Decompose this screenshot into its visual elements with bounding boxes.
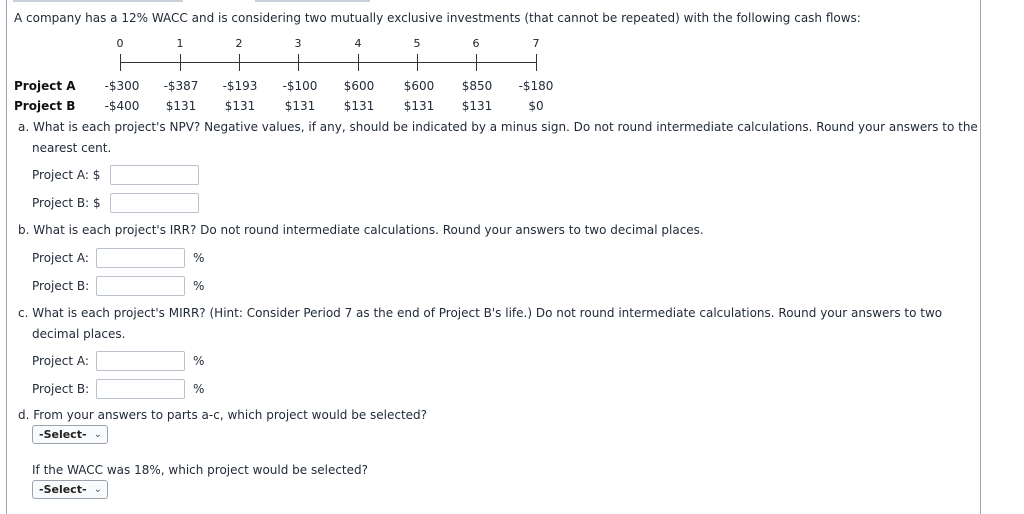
project-a-flow-0: -$300 (104, 79, 140, 93)
project-b-flow-0: -$400 (104, 99, 140, 113)
project-b-flow-5: $131 (403, 99, 435, 113)
period-6-tick (476, 54, 477, 71)
project-b-flow-2: $131 (224, 99, 256, 113)
project-a-flow-2: -$193 (222, 79, 258, 93)
npv-b-label: Project B: $ (32, 196, 101, 210)
npv-b-input[interactable] (110, 193, 199, 213)
period-1-label: 1 (176, 37, 184, 50)
irr-a-input[interactable] (96, 248, 185, 268)
npv-a-input[interactable] (110, 165, 199, 185)
question-c-text: c. What is each project's MIRR? (Hint: Consider Period 7 as the end of Project B's life.) Do not round intermediate calculations. Round your answers to two (18, 306, 943, 320)
chevron-down-icon: ⌄ (93, 484, 102, 495)
mirr-b-label: Project B: (32, 382, 90, 396)
npv-a-label: Project A: $ (32, 168, 101, 182)
project-a-flow-3: -$100 (282, 79, 318, 93)
question-d-text: d. From your answers to parts a-c, which project would be selected? (18, 408, 428, 422)
period-2-label: 2 (235, 37, 243, 50)
project-b-flow-1: $131 (165, 99, 197, 113)
mirr-b-percent: % (193, 382, 205, 396)
irr-b-label: Project B: (32, 279, 90, 293)
mirr-a-percent: % (193, 354, 205, 368)
project-a-flow-7: -$180 (518, 79, 554, 93)
period-7-tick (536, 54, 537, 71)
select-value: -Select- (39, 483, 87, 496)
irr-a-percent: % (193, 251, 205, 265)
project-b-flow-4: $131 (343, 99, 375, 113)
period-3-label: 3 (294, 37, 302, 50)
wacc-18-question: If the WACC was 18%, which project would be selected? (32, 463, 368, 477)
period-3-tick (298, 54, 299, 71)
mirr-a-label: Project A: (32, 354, 89, 368)
period-5-label: 5 (413, 37, 421, 50)
select-value: -Select- (39, 428, 87, 441)
period-2-tick (239, 54, 240, 71)
project-a-flow-4: $600 (343, 79, 375, 93)
project-select-dropdown[interactable] (32, 425, 108, 444)
question-b-text: b. What is each project's IRR? Do not round intermediate calculations. Round your answers to two decimal places. (18, 223, 704, 237)
intro-text: A company has a 12% WACC and is considering two mutually exclusive investments (that cannot be repeated) with the following cash flows: (14, 11, 861, 25)
project-a-label: Project A (14, 79, 76, 93)
top-tab-strip-left (13, 0, 183, 2)
irr-a-label: Project A: (32, 251, 89, 265)
project-b-flow-7: $0 (528, 99, 544, 113)
project-a-flow-6: $850 (461, 79, 493, 93)
question-a-text: a. What is each project's NPV? Negative values, if any, should be indicated by a minus sign. Do not round intermediate calculations. Round your answers to the (18, 120, 978, 134)
period-0-tick (120, 54, 121, 71)
mirr-a-input[interactable] (96, 351, 185, 371)
question-a-text-cont: nearest cent. (32, 141, 112, 155)
project-b-flow-3: $131 (284, 99, 316, 113)
period-6-label: 6 (472, 37, 480, 50)
timeline-axis (120, 62, 537, 63)
mirr-b-input[interactable] (96, 379, 185, 399)
project-select-dropdown-18[interactable] (32, 480, 108, 499)
irr-b-input[interactable] (96, 276, 185, 296)
question-c-text-cont: decimal places. (32, 327, 126, 341)
period-1-tick (180, 54, 181, 71)
top-tab-strip-right (255, 0, 370, 2)
project-b-flow-6: $131 (461, 99, 493, 113)
project-a-flow-1: -$387 (163, 79, 199, 93)
irr-b-percent: % (193, 279, 205, 293)
period-7-label: 7 (532, 37, 540, 50)
period-4-tick (358, 54, 359, 71)
project-a-flow-5: $600 (403, 79, 435, 93)
period-5-tick (417, 54, 418, 71)
period-0-label: 0 (116, 37, 124, 50)
project-b-label: Project B (14, 99, 76, 113)
period-4-label: 4 (354, 37, 362, 50)
chevron-down-icon: ⌄ (93, 429, 102, 440)
